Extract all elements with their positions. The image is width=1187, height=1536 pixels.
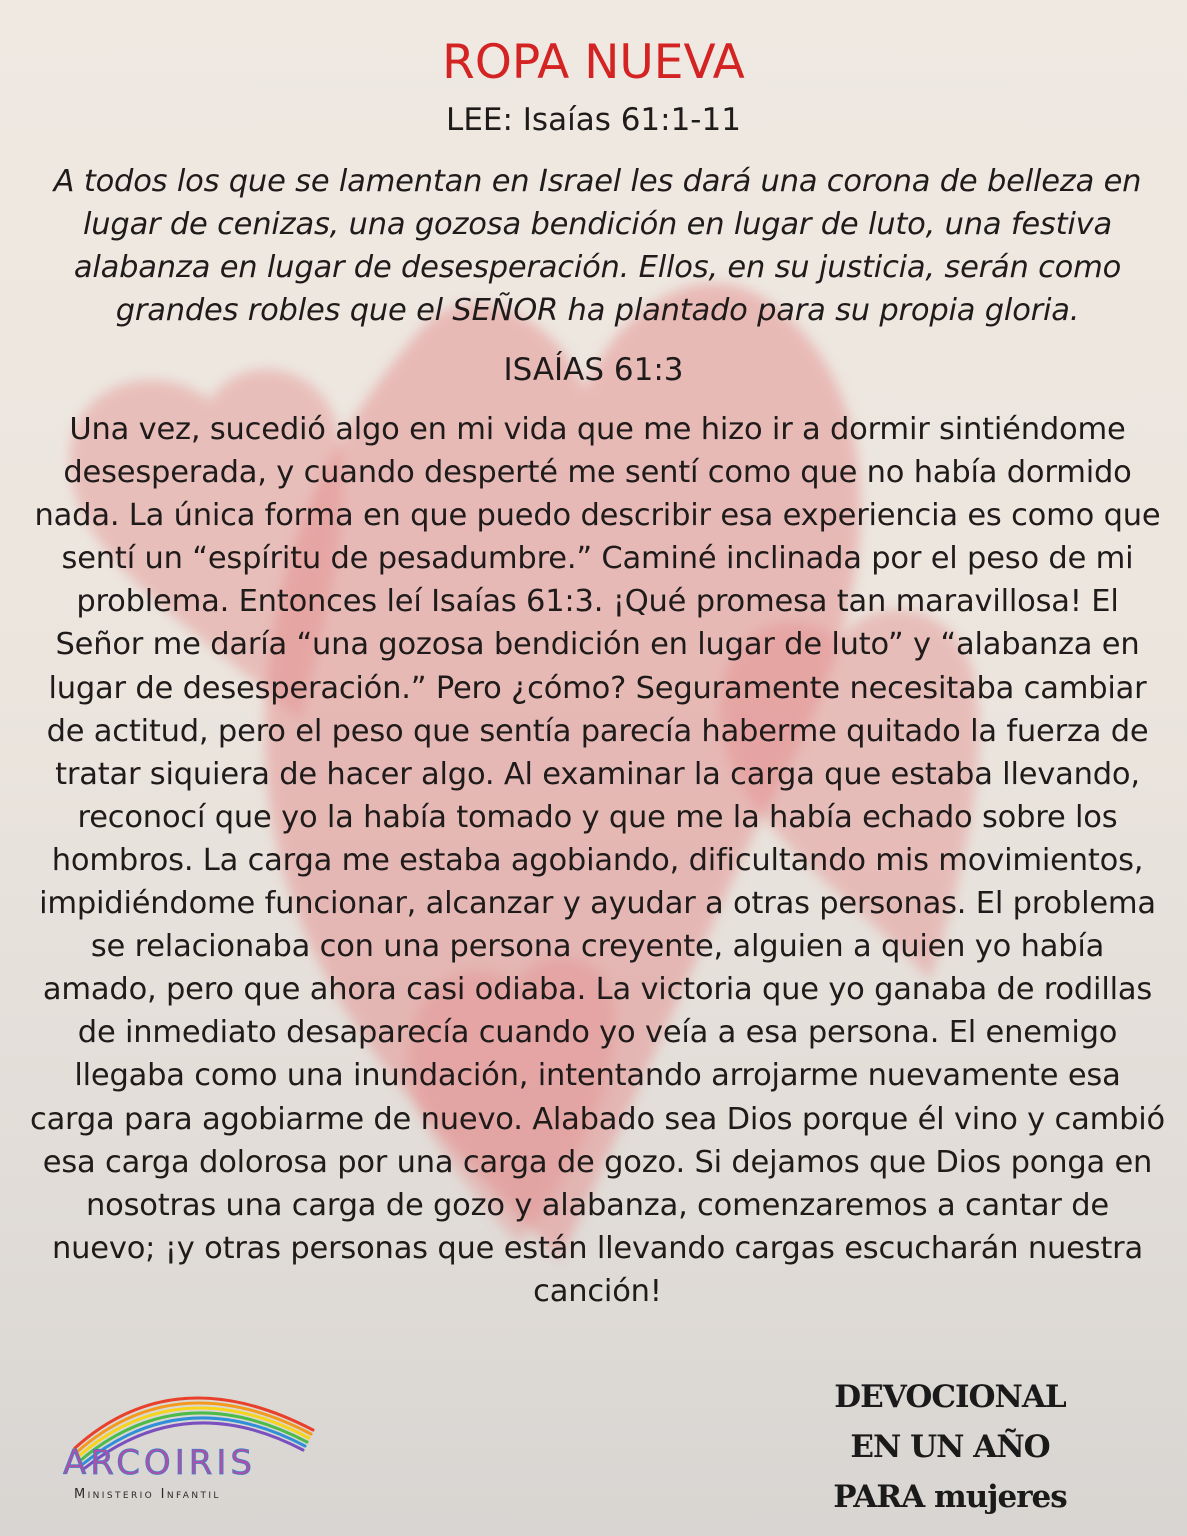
scripture-verse: A todos los que se lamentan en Israel les dará una corona de belleza en lugar de cenizas, una gozosa bendición en lugar de luto, una festiva alabanza en lugar de desesperación. Ellos, en su justicia, serán como grandes robles que el SEÑOR ha plantado para su propia gloria. bbox=[53, 164, 1142, 328]
page-title: ROPA NUEVA bbox=[442, 35, 745, 90]
logo-subtitle: Ministerio Infantil bbox=[74, 1487, 221, 1502]
devotional-body: Una vez, sucedió algo en mi vida que me hizo ir a dormir sintiéndome desesperada, y cuando desperté me sentí como que no había dormido nada. La única forma en que puedo describir esa experiencia es como que sentí un “espíritu de pesadumbre.” Caminé inclinada por el peso de mi problema. Entonces leí Isaías 61:3. ¡Qué promesa tan maravillosa! El Señor me daría “una gozosa bendición en lugar de luto” y “alabanza en lugar de desesperación.” Pero ¿cómo? Seguramente necesitaba cambiar de actitud, pero el peso que sentía parecía haberme quitado la fuerza de tratar siquiera de hacer algo. Al examinar la carga que estaba llevando, reconocí que yo la había tomado y que me la había echado sobre los hombros. La carga me estaba agobiando, dificultando mis movimientos, impidiéndome funcionar, alcanzar y ayudar a otras personas. El problema se relacionaba con una persona creyente, alguien a quien yo había amado, pero que ahora casi odiaba. La victoria que yo ganaba de rodillas de inmediato desaparecía cuando yo veía a esa persona. El enemigo llegaba como una inundación, intentando arrojarme nuevamente esa carga para agobiarme de nuevo. Alabado sea Dios porque él vino y cambió esa carga dolorosa por una carga de gozo. Si dejamos que Dios ponga en nosotras una carga de gozo y alabanza, comenzaremos a cantar de nuevo; ¡y otras personas que están llevando cargas escucharán nuestra canción! bbox=[30, 412, 1165, 1309]
book-title-line-2: EN UN AÑO bbox=[850, 1429, 1050, 1465]
book-title bbox=[800, 1372, 1100, 1522]
logo-name: ARCOIRIS bbox=[63, 1443, 256, 1483]
reading-reference: LEE: Isaías 61:1-11 bbox=[446, 102, 741, 138]
book-title-line-3: PARA mujeres bbox=[833, 1479, 1067, 1515]
verse-reference: ISAÍAS 61:3 bbox=[503, 352, 684, 388]
book-title-line-1: DEVOCIONAL bbox=[834, 1379, 1066, 1415]
